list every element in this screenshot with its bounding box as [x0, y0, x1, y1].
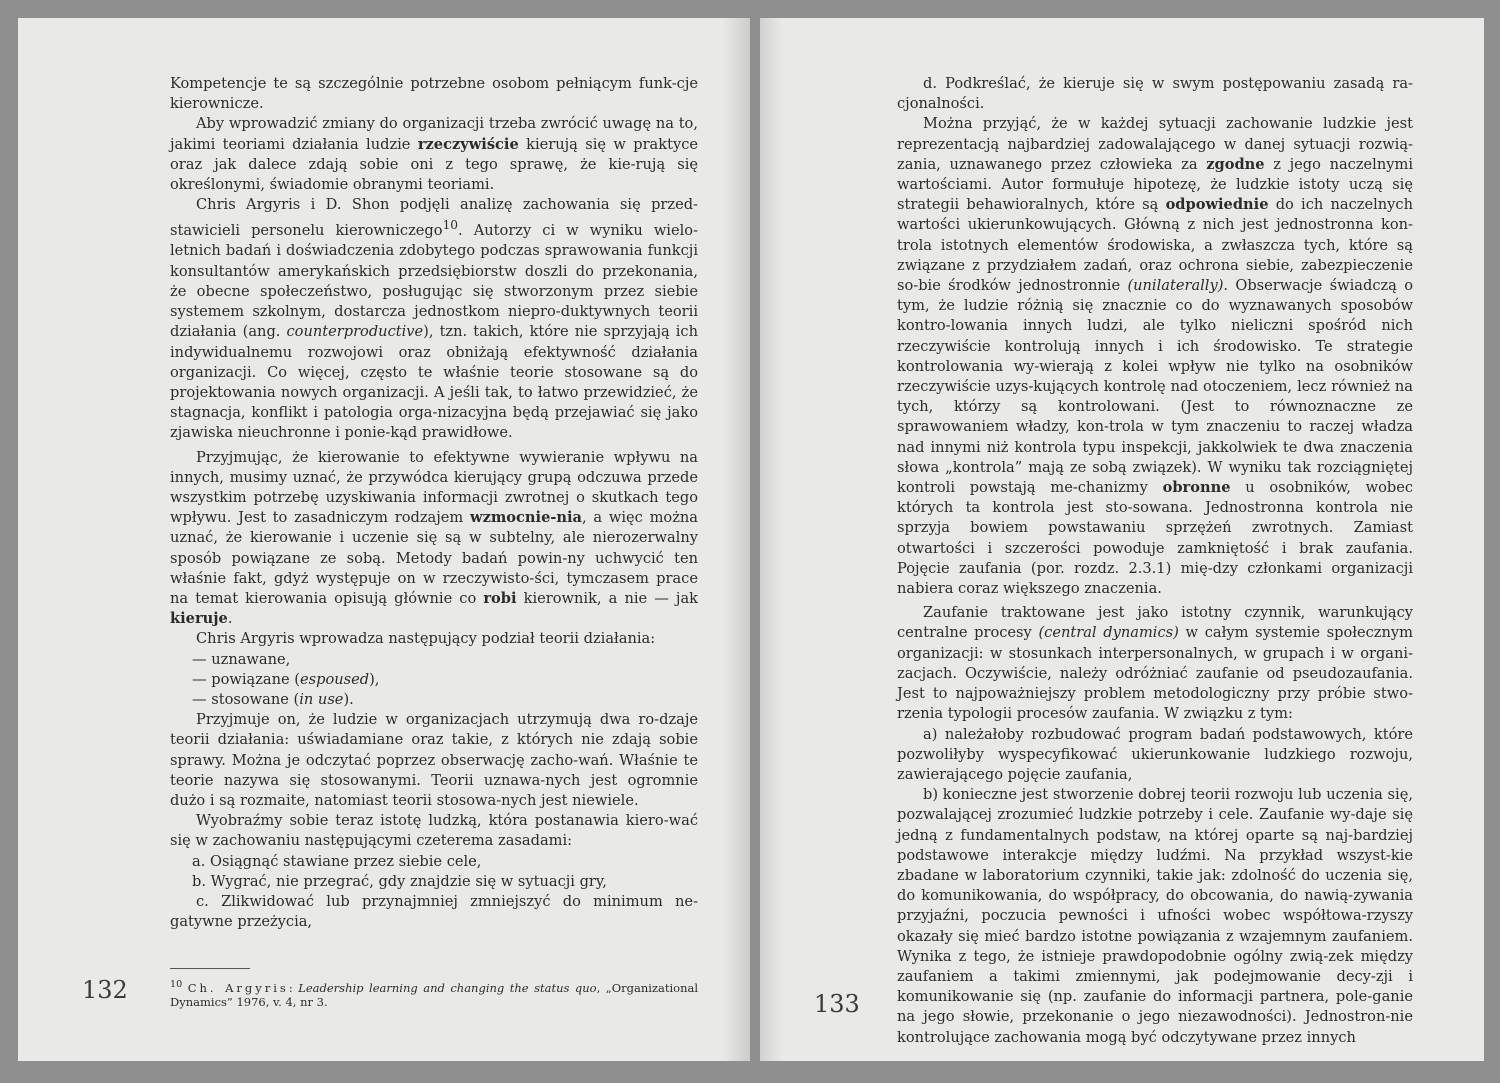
- footnote-author: Ch. Argyris: [187, 980, 289, 995]
- paragraph: Chris Argyris i D. Shon podjęli analizę zachowania się przed-stawicieli personelu kierowniczego$^{10}$. Autorzy ci w wyniku wielo-letnich badań i doświadczenia zdobytego podczas sprawowania funkcji konsultantów amerykańskich przedsiębiorstw doszli do przekonania, że obecne społeczeństwo, posługując się stworzonym przez siebie systemem szkolnym, dostarcza jednostkom niepro-duktywnych teorii działania (ang. counterproductive), tzn. takich, które nie sprzyjają ich indywidualnemu rozwojowi oraz obniżają efektywność działania organizacji. Co więcej, często te właśnie teorie stosowane są do projektowania nowych organizacji. A jeśli tak, to łatwo przewidzieć, że stagnacja, konflikt i patologia orga-nizacyjna będą przejawiać się jako zjawiska nieuchronne i ponie-kąd prawidłowe.: [170, 196, 698, 442]
- paragraph: Aby wprowadzić zmiany do organizacji trzeba zwrócić uwagę na to, jakimi teoriami działania ludzie rzeczywiście kierują się w praktyce oraz jak dalece zdają sobie oni z tego sprawę, że kie-rują się określonymi, świadomie obranymi teoriami.: [170, 115, 699, 194]
- gutter-shadow: [760, 18, 782, 1061]
- paragraph: — powiązane (espoused),: [192, 670, 380, 688]
- paragraph: b. Wygrać, nie przegrać, gdy znajdzie się w sytuacji gry,: [192, 872, 607, 890]
- paragraph: Kompetencje te są szczególnie potrzebne osobom pełniącym funk-cje kierownicze.: [170, 75, 698, 113]
- paragraph: Przyjmuje on, że ludzie w organizacjach utrzymują dwa ro-dzaje teorii działania: uświadamiane oraz takie, z których nie zdają sobie sprawy. Można je odczytać poprzez obserwację zacho-wań. Właśnie te teorie nazywa się stosowanymi. Teorii uznawa-nych jest ogromnie dużo i są rozmaite, natomiast teorii stosowa-nych jest niewiele.: [170, 711, 698, 809]
- paragraph: a) należałoby rozbudować program badań podstawowych, które pozwoliłyby wyspecyfikować ukierunkowanie ludzkiego rozwoju, zawierającego pojęcie zaufania,: [897, 725, 1413, 783]
- paragraph: Zaufanie traktowane jest jako istotny czynnik, warunkujący centralne procesy (central dynamics) w całym systemie społecznym organizacji: w stosunkach interpersonalnych, w grupach i w organi-zacjach. Oczywiście, należy odróżniać zaufanie od pseudozaufania. Jest to najpoważniejszy problem metodologiczny przy próbie stwo-rzenia typologii procesów zaufania. W związku z tym:: [897, 604, 1413, 723]
- right-page-body: [897, 74, 1413, 1048]
- paragraph: Wyobraźmy sobie teraz istotę ludzką, która postanawia kiero-wać się w zachowaniu następującymi czeterema zasadami:: [170, 812, 698, 850]
- left-page-number: 132: [82, 976, 128, 1004]
- paragraph: Można przyjąć, że w każdej sytuacji zachowanie ludzkie jest reprezentacją najbardziej zadowalającego w danej sytuacji rozwią-zania, uznawanego przez człowieka za zgodne z jego naczelnymi wartościami. Autor formułuje hipotezę, że ludzkie istoty uczą się strategii behawioralnych, które są odpowiednie do ich naczelnych wartości ukierunkowujących. Główną z nich jest jednostronna kon-trola istotnych elementów środowiska, a zwłaszcza tych, które są związane z przydziałem zadań, oraz ochrona siebie, zabezpieczenie so-bie środków jednostronnie (unilaterally). Obserwacje świadczą o tym, że ludzie różnią się znacznie co do wyznawanych sposobów kontro-lowania innych ludzi, ale tylko nieliczni spośród nich rzeczywiście kontrolują innych i ich środowisko. Te strategie kontrolowania wy-wierają z kolei wpływ nie tylko na osobników rzeczywiście uzys-kujących kontrolę nad otoczeniem, lecz również na tych, którzy są kontrolowani. (Jest to równoznaczne ze sprawowaniem władzy, kon-trola w tym znaczeniu to raczej władza nad innymi niż kontrola typu inspekcji, jakkolwiek te dwa znaczenia słowa „kontrola” mają ze sobą związek). W wyniku tak rozciągniętej kontroli powstają me-chanizmy obronne u osobników, wobec których ta kontrola jest sto-sowana. Jednostronna kontrola nie sprzyja bowiem powstawaniu sprzężeń zwrotnych. Zamiast otwartości i szczerości powoduje zamkniętość i brak zaufania. Pojęcie zaufania (por. rozdz. 2.3.1) mię-dzy członkami organizacji nabiera coraz większego znaczenia.: [897, 115, 1414, 598]
- right-page-number: 133: [814, 990, 860, 1018]
- left-page-body: [170, 74, 698, 932]
- footnote-citation: : Leadership learning and changing the status quo, „Organizational Dynamics” 1976, v. 4, nr 3.: [170, 980, 699, 1009]
- paragraph: a. Osiągnąć stawiane przez siebie cele,: [192, 852, 482, 870]
- paragraph: Przyjmując, że kierowanie to efektywne wywieranie wpływu na innych, musimy uznać, że przywódca kierujący grupą odczuwa przede wszystkim potrzebę uzyskiwania informacji zwrotnej o skutkach tego wpływu. Jest to zasadniczym rodzajem wzmocnie-nia, a więc można uznać, że kierowanie i uczenie się są w subtelny, ale nierozerwalny sposób powiązane ze sobą. Metody badań powin-ny uchwycić ten właśnie fakt, gdyż występuje on w rzeczywisto-ści, tymczasem prace na temat kierowania opisują głównie co robi kierownik, a nie — jak kieruje.: [170, 448, 698, 628]
- paragraph: — stosowane (in use).: [192, 690, 354, 708]
- footnote-rule: [170, 968, 250, 969]
- paragraph: Chris Argyris wprowadza następujący podział teorii działania:: [196, 630, 656, 648]
- footnote: [170, 978, 698, 1009]
- paragraph: d. Podkreślać, że kieruje się w swym postępowaniu zasadą ra-cjonalności.: [897, 75, 1413, 113]
- right-page: [760, 18, 1484, 1061]
- left-page: [18, 18, 750, 1061]
- gutter-shadow: [722, 18, 750, 1061]
- paragraph: b) konieczne jest stworzenie dobrej teorii rozwoju lub uczenia się, pozwalającej zrozumieć ludzkie potrzeby i cele. Zaufanie wy-daje się jedną z fundamentalnych podstaw, na której oparte są naj-bardziej podstawowe interakcje między ludźmi. Na przykład wszyst-kie zbadane w laboratorium czynniki, takie jak: zdolność do uczenia się, do komunikowania, do współpracy, do obcowania, do nawią-zywania przyjaźni, poczucia pewności i ufności wobec współtowa-rzyszy okazały się mieć bardzo istotne powiązania z wzajemnym zaufaniem. Wynika z tego, że istnieje prawdopodobnie ogólny zwią-zek między zaufaniem a takimi zmiennymi, jak podejmowanie decy-zji i komunikowanie się (np. zaufanie do informacji partnera, pole-ganie na jego słowie, przekonanie o jego niezawodności). Jednostron-nie kontrolujące zachowania mogą być odczytywane przez innych: [897, 786, 1413, 1046]
- paragraph: — uznawane,: [192, 650, 291, 668]
- paragraph: c. Zlikwidować lub przynajmniej zmniejszyć do minimum ne-gatywne przeżycia,: [170, 892, 698, 931]
- footnote-number: 10: [170, 979, 183, 990]
